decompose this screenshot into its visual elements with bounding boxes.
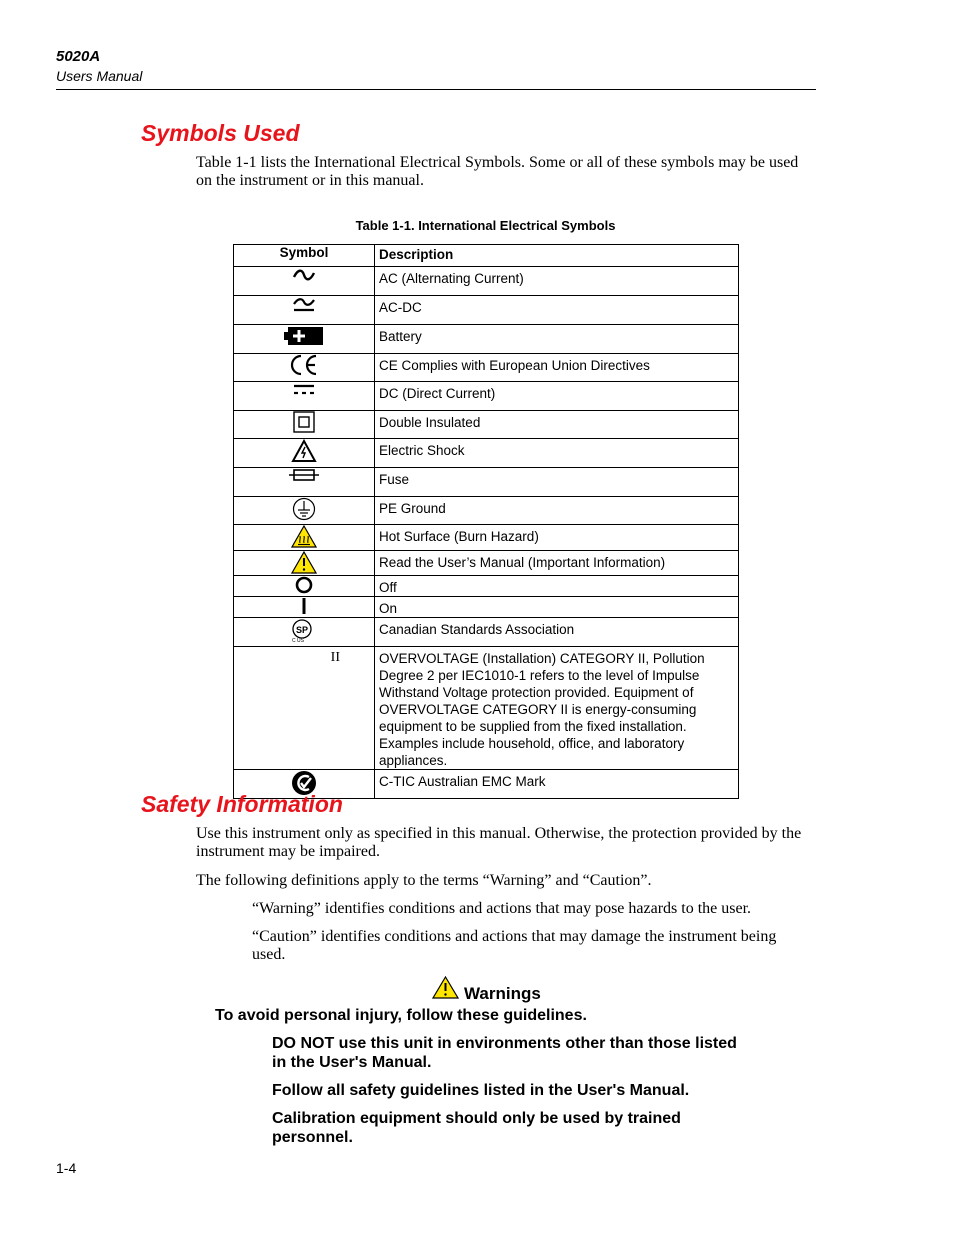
table-row xyxy=(234,267,739,296)
svg-text:SP: SP xyxy=(295,625,309,635)
safety-paragraph-2: The following definitions apply to the terms “Warning” and “Caution”. xyxy=(196,872,652,889)
document-model: 5020A xyxy=(56,48,101,65)
symbols-intro: Table 1-1 lists the International Electrical Symbols. Some or all of these symbols may be used on the instrument or in this manual. xyxy=(196,154,799,189)
table-row xyxy=(234,525,739,551)
table-row xyxy=(234,354,739,382)
table-row xyxy=(234,411,739,439)
off-icon xyxy=(234,576,374,594)
table-row xyxy=(234,618,739,647)
battery-icon xyxy=(234,325,374,347)
row-description: AC-DC xyxy=(375,296,739,325)
ac-icon xyxy=(234,267,374,283)
row-description: Electric Shock xyxy=(375,439,739,468)
svg-text:C US: C US xyxy=(292,638,304,644)
warnings-lead: To avoid personal injury, follow these guidelines. xyxy=(215,1007,587,1024)
table-row xyxy=(234,576,739,597)
ce-mark-icon xyxy=(234,354,374,376)
symbols-table xyxy=(233,244,739,799)
page-number: 1-4 xyxy=(56,1160,77,1176)
row-description: Off xyxy=(375,576,739,597)
row-description: C-TIC Australian EMC Mark xyxy=(375,770,739,799)
row-description: Battery xyxy=(375,325,739,354)
category-ii-icon: II xyxy=(234,647,375,770)
table-row xyxy=(234,551,739,576)
row-description: OVERVOLTAGE (Installation) CATEGORY II, Pollution Degree 2 per IEC1010-1 refers to the level of Impulse Withstand Voltage protection provided. Equipment of OVERVOLTAGE CATEGORY II is energy-consuming equipment to be supplied from the fixed installation. Examples include household, office, and laboratory appliances. xyxy=(375,647,739,770)
row-description: Double Insulated xyxy=(375,411,739,439)
row-description: On xyxy=(375,597,739,618)
warning-item: Follow all safety guidelines listed in the User's Manual. xyxy=(272,1082,690,1099)
warning-item: Calibration equipment should only be used by trained personnel. xyxy=(272,1110,681,1146)
table-row xyxy=(234,382,739,411)
warning-icon xyxy=(234,551,374,574)
double-insulated-icon xyxy=(234,411,374,433)
row-description: Read the User’s Manual (Important Information) xyxy=(375,551,739,576)
table-row xyxy=(234,296,739,325)
table-row xyxy=(234,468,739,497)
fuse-icon xyxy=(234,468,374,482)
table-row xyxy=(234,497,739,525)
warnings-heading xyxy=(432,976,541,1004)
header-rule xyxy=(56,89,816,90)
warning-icon xyxy=(432,976,459,1004)
warnings-title: Warnings xyxy=(464,984,541,1003)
safety-heading: Safety Information xyxy=(141,791,343,817)
electric-shock-icon xyxy=(234,439,374,463)
csa-icon xyxy=(234,618,374,644)
pe-ground-icon xyxy=(234,497,374,521)
row-description: Canadian Standards Association xyxy=(375,618,739,647)
row-description: Fuse xyxy=(375,468,739,497)
hot-surface-icon xyxy=(234,525,374,548)
warning-definition: “Warning” identifies conditions and actions that may pose hazards to the user. xyxy=(252,900,752,917)
row-description: DC (Direct Current) xyxy=(375,382,739,411)
safety-paragraph-1: Use this instrument only as specified in this manual. Otherwise, the protection provided by the instrument may be impaired. xyxy=(196,825,802,860)
row-description: Hot Surface (Burn Hazard) xyxy=(375,525,739,551)
caution-definition: “Caution” identifies conditions and actions that may damage the instrument being used. xyxy=(252,928,777,963)
row-description: AC (Alternating Current) xyxy=(375,267,739,296)
warning-item: DO NOT use this unit in environments other than those listed in the User's Manual. xyxy=(272,1035,737,1071)
document-subtitle: Users Manual xyxy=(56,68,143,84)
table-row xyxy=(234,647,739,770)
table-row xyxy=(234,439,739,468)
row-description: CE Complies with European Union Directives xyxy=(375,354,739,382)
table-row xyxy=(234,597,739,618)
col-header-symbol: Symbol xyxy=(234,245,375,267)
row-description: PE Ground xyxy=(375,497,739,525)
on-icon xyxy=(234,597,374,615)
symbols-heading: Symbols Used xyxy=(141,120,300,146)
col-header-description: Description xyxy=(375,245,739,267)
ac-dc-icon xyxy=(234,296,374,314)
table-row xyxy=(234,325,739,354)
table-caption: Table 1-1. International Electrical Symbols xyxy=(355,218,616,233)
dc-icon xyxy=(234,382,374,396)
